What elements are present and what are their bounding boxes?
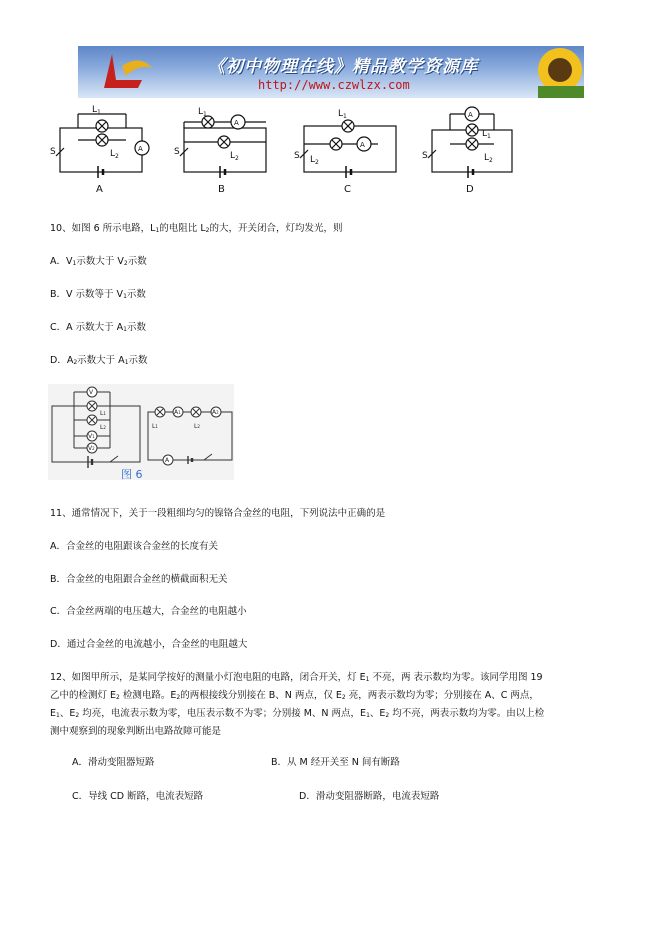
ammeter-label: A (138, 145, 143, 153)
ammeter-label: A (468, 111, 473, 119)
label-s: S (50, 147, 56, 157)
q10-option-a: A．V1示数大于 V2示数 (50, 256, 147, 267)
label-l1: $L_1$ (338, 109, 347, 120)
label-l1: $L_1$ (92, 105, 101, 116)
label-l2: $L_2$ (310, 155, 319, 166)
q11-option-d: D．通过合金丝的电流越小，合金丝的电阻越大 (50, 639, 248, 650)
q12-option-a: A．滑动变阻器短路 (72, 757, 155, 768)
label-v1: V1 (88, 433, 95, 440)
logo-swoosh (122, 60, 152, 76)
label-l2: L2 (100, 424, 106, 431)
q10-option-b: B．V 示数等于 V1示数 (50, 289, 146, 300)
q10-stem: 10、如图 6 所示电路，L1的电阻比 L2的大，开关闭合，灯均发光，则 (50, 223, 343, 234)
q11-stem: 11、通常情况下，关于一段粗细均匀的镍铬合金丝的电阻，下列说法中正确的是 (50, 508, 386, 519)
label-l2-right: L2 (194, 423, 200, 430)
q12-stem-line-1: 12、如图甲所示，是某同学按好的测量小灯泡电阻的电路，闭合开关，灯 E1 不亮，两 表示数均为零。该同学用图 19 (50, 672, 543, 683)
label-l1-right: L1 (152, 423, 158, 430)
header-banner (78, 46, 584, 98)
figure-caption: 图 6 (121, 468, 143, 481)
q11-option-b: B．合金丝的电阻跟合金丝的横截面积无关 (50, 574, 228, 585)
q12-stem-line-4: 测中观察到的现象判断出电路故障可能是 (50, 726, 222, 737)
label-a: A (165, 457, 170, 464)
label-l2: $L_2$ (484, 153, 493, 164)
label-l2: $L_2$ (110, 149, 119, 160)
q12-stem-line-2: 乙中的检测灯 E2 检测电路。E2的两根接线分别接在 B、N 两点，仅 E2 亮，两表示数均为零；分别接在 A、C 两点， (50, 690, 539, 701)
label-s: S (422, 151, 428, 161)
circuit-b (180, 115, 266, 178)
label-l1: $L_1$ (198, 107, 207, 118)
label-v: V (89, 389, 94, 396)
label-v2: V2 (88, 445, 95, 452)
circuit-c (300, 120, 396, 178)
banner-title: 《初中物理在线》精品教学资源库 (208, 57, 478, 77)
option-b-label: B (218, 184, 225, 195)
q12-option-d: D．滑动变阻器断路，电流表短路 (299, 791, 440, 802)
option-c-label: C (344, 184, 351, 195)
circuit-options-figure (48, 100, 528, 198)
q11-option-a: A．合金丝的电阻跟该合金丝的长度有关 (50, 541, 218, 552)
label-a1: A1 (174, 409, 181, 416)
q12-option-b: B．从 M 经开关至 N 间有断路 (271, 757, 400, 768)
option-a-label: A (96, 184, 103, 195)
label-a2: A2 (212, 409, 219, 416)
q12-stem-line-3: E1、E2 均亮，电流表示数为零，电压表示数不为零；分别接 M、N 两点，E1、E2 均不亮，两表示数均为零。由以上检 (50, 708, 545, 719)
banner-url: http://www.czwlzx.com (258, 78, 410, 92)
label-s: S (294, 151, 300, 161)
circuit-a (56, 114, 149, 178)
q12-option-c: C．导线 CD 断路，电流表短路 (72, 791, 204, 802)
label-l1: $L_1$ (482, 129, 491, 140)
q10-option-c: C．A 示数大于 A1示数 (50, 322, 147, 333)
sunflower-icon (538, 48, 584, 98)
label-s: S (174, 147, 180, 157)
q11-option-c: C．合金丝两端的电压越大，合金丝的电阻越小 (50, 606, 247, 617)
label-l2: $L_2$ (230, 151, 239, 162)
logo-mark (104, 54, 142, 88)
option-d-label: D (466, 184, 474, 195)
q10-option-d: D．A2示数大于 A1示数 (50, 355, 148, 366)
ammeter-label: A (234, 119, 239, 127)
label-l1: L1 (100, 410, 106, 417)
ammeter-label: A (360, 141, 365, 149)
